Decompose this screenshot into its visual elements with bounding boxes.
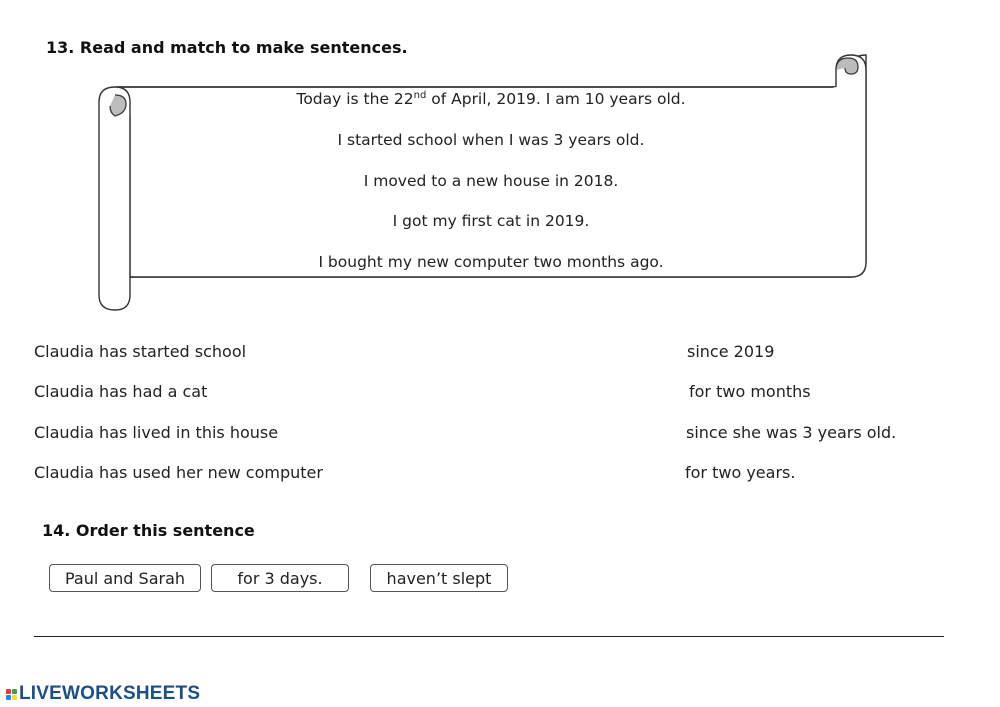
exercise-14-title: 14. Order this sentence [42, 521, 255, 540]
answer-line[interactable] [34, 636, 944, 637]
scroll-illustration [0, 0, 1000, 330]
scroll-line-1 [130, 90, 852, 108]
scroll-line-5: I bought my new computer two months ago. [318, 253, 664, 271]
match-left-item[interactable]: Claudia has lived in this house [34, 423, 279, 442]
exercise-13-title: 13. Read and match to make sentences. [46, 38, 408, 57]
scroll-line-1-before: Today is the 22 [296, 90, 414, 109]
scroll-line-3: I moved to a new house in 2018. [363, 172, 619, 190]
match-right-item[interactable]: since she was 3 years old. [686, 423, 897, 442]
ordinal-suffix: nd [413, 90, 427, 101]
word-chip[interactable]: Paul and Sarah [49, 564, 201, 592]
liveworksheets-logo-icon [6, 689, 17, 700]
scroll-line-2: I started school when I was 3 years old. [337, 131, 645, 149]
word-chip[interactable]: haven’t slept [370, 564, 508, 592]
word-chip[interactable]: for 3 days. [211, 564, 349, 592]
scroll-line-1-after: of April, 2019. I am 10 years old. [426, 90, 686, 109]
match-left-item[interactable]: Claudia has used her new computer [34, 463, 323, 482]
liveworksheets-brand [6, 684, 200, 704]
match-right-item[interactable]: since 2019 [687, 342, 775, 361]
match-right-item[interactable]: for two years. [685, 463, 796, 482]
match-left-item[interactable]: Claudia has started school [34, 342, 247, 361]
match-right-item[interactable]: for two months [689, 382, 811, 401]
brand-name: LIVEWORKSHEETS [19, 683, 201, 704]
match-left-item[interactable]: Claudia has had a cat [34, 382, 208, 401]
scroll-line-4: I got my first cat in 2019. [392, 212, 590, 230]
